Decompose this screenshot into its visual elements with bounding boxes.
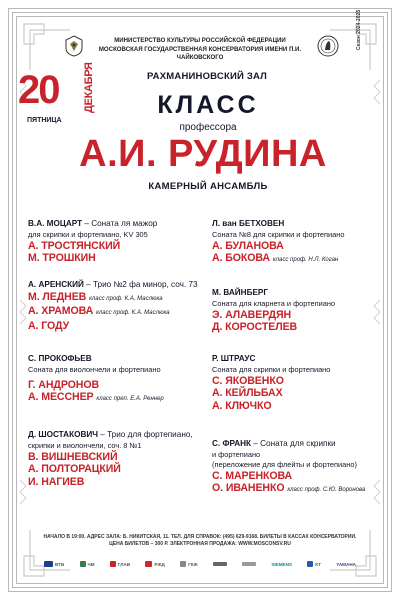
teacher-note: класс проф. Н.Л. Коган [272,257,339,263]
program-item [212,354,330,412]
program-item [212,288,335,334]
composer-name: Д. ШОСТАКОВИЧ [28,430,99,439]
performer-name: О. ИВАНЕНКО [212,482,285,494]
program-item [28,219,157,265]
sponsor-logo: YAMAHA [336,561,356,567]
work-title: Соната для виолончели и фортепиано [28,364,161,374]
program-item [28,430,193,488]
work-note: (переложение для флейты и фортепиано) [212,459,357,469]
sponsor-logos [44,558,356,570]
program-item [28,354,164,406]
performer-name: А. ТРОСТЯНСКИЙ [28,239,121,252]
title-professor: профессора [179,122,237,133]
sponsor-logo [213,562,227,566]
work-title: для скрипки и фортепиано, KV 305 [28,229,148,239]
sponsor-logo: ВТБ [44,561,64,567]
program-item [212,439,365,497]
teacher-note: класс проф. К.А. Маслюка [89,295,163,302]
footer-info [30,534,370,548]
footer-line: ЦЕНА БИЛЕТОВ – 300 Р. ЭЛЕКТРОННАЯ ПРОДАЖА: WWW.MOSCONSV.RU [109,541,291,547]
work-title: скрипки и виолончели, соч. 8 №1 [28,440,142,450]
sponsor-logo: ЧМ [80,561,95,567]
performer-name: Г. АНДРОНОВ [28,378,100,391]
composer-name: С. ФРАНК [212,439,252,448]
sponsor-logo: КТ [307,561,321,567]
performer-name: М. ЛЕДНЕВ [28,290,87,303]
title-name: А.И. РУДИНА [79,133,327,175]
sponsor-logo: ГКЖ [180,561,198,567]
composer-name: В.А. МОЦАРТ [28,219,83,228]
performer-name: А. ХРАМОВА [28,305,94,317]
sponsor-logo: ГЛАВ [110,561,130,567]
hall-name: РАХМАНИНОВСКИЙ ЗАЛ [146,71,268,82]
performer-name: А. КЛЮЧКО [212,399,272,412]
performer-name: А. ГОДУ [28,319,70,332]
performer-name: А. БУЛАНОВА [212,239,284,252]
composer-name: Л. ван БЕТХОВЕН [212,219,285,228]
program-item [28,280,198,332]
program-item [212,219,344,267]
sponsor-logo: РЖД [145,561,164,567]
work-title: и фортепиано [212,449,261,459]
teacher-note: класс преп. Е.А. Реннер [96,396,164,402]
work-title: Соната для скрипки и фортепиано [212,364,331,374]
work-title: Соната для кларнета и фортепиано [212,298,336,308]
performer-name: С. ЯКОВЕНКО [212,374,284,387]
performer-name: И. НАГИЕВ [28,475,85,488]
composer-name: М. ВАЙНБЕРГ [212,288,269,297]
date-weekday: ПЯТНИЦА [27,117,62,124]
date-month: ДЕКАБРЯ [83,62,95,113]
work-title: – Трио для фортепиано, [98,430,193,439]
work-title: Соната №8 для скрипки и фортепиано [212,229,345,239]
performer-name: А. ПОЛТОРАЦКИЙ [28,463,121,475]
title-klass: КЛАСС [157,91,259,119]
teacher-note: класс проф. К.А. Маслюка [96,310,170,316]
work-title: – Трио №2 фа минор, соч. 73 [83,280,198,289]
composer-name: А. АРЕНСКИЙ [28,280,84,289]
sponsor-logo [242,562,256,566]
ministry-line: МИНИСТЕРСТВО КУЛЬТУРЫ РОССИЙСКОЙ ФЕДЕРАЦИИ [114,37,286,44]
work-title: – Соната для скрипки [251,439,336,448]
performer-name: А. МЕССНЕР [28,391,94,403]
performer-name: С. МАРЕНКОВА [212,469,293,482]
performer-name: Д. КОРОСТЕЛЕВ [212,321,298,333]
performer-name: А. КЕЙЛЬБАХ [212,387,283,399]
work-title: – Соната ля мажор [82,219,158,228]
composer-name: Р. ШТРАУС [212,354,256,363]
composer-name: С. ПРОКОФЬЕВ [28,354,92,363]
performer-name: В. ВИШНЕВСКИЙ [28,450,118,463]
teacher-note: класс проф. С.Ю. Воронова [287,487,366,493]
conservatory-line: МОСКОВСКАЯ ГОСУДАРСТВЕННАЯ КОНСЕРВАТОРИЯ ИМЕНИ П.И. ЧАЙКОВСКОГО [98,46,302,61]
footer-line: НАЧАЛО В 19:00. АДРЕС ЗАЛА: Б. НИКИТСКАЯ, 11. ТЕЛ. ДЛЯ СПРАВОК: (495) 629-9168. БИЛЕТЫ В КАССАХ КОНСЕРВАТОРИИ. [43,534,357,540]
sponsor-logo: SIEMENS [271,561,293,567]
season-label: Сезон 2024-2025 [356,9,362,50]
date-day-number: 20 [18,68,59,112]
title-subtitle: КАМЕРНЫЙ АНСАМБЛЬ [148,181,268,192]
performer-name: А. БОКОВА [212,252,270,264]
performer-name: М. ТРОШКИН [28,252,96,264]
performer-name: Э. АЛАВЕРДЯН [212,308,292,321]
